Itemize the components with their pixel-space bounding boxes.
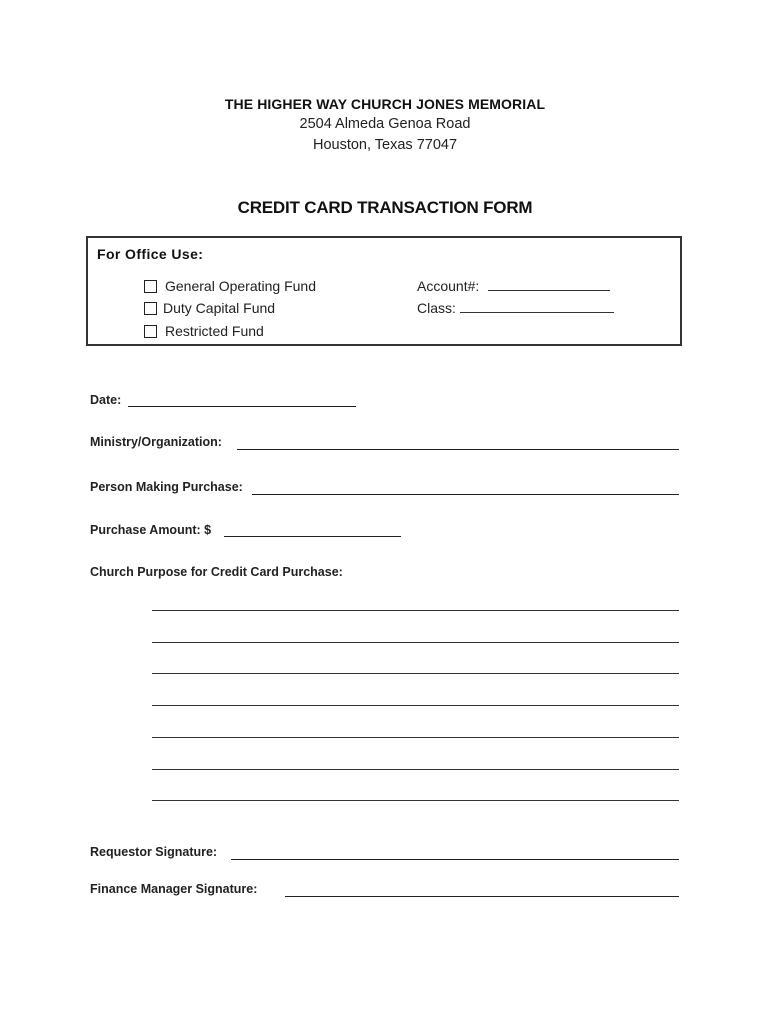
fund-label: General Operating Fund xyxy=(165,278,316,294)
address-line-1: 2504 Almeda Genoa Road xyxy=(299,116,471,132)
fund-option-restricted xyxy=(144,323,264,339)
ministry-label: Ministry/Organization: xyxy=(90,435,222,449)
person-input-line[interactable] xyxy=(252,494,679,495)
purpose-line[interactable] xyxy=(152,705,679,706)
class-label: Class: xyxy=(417,300,456,316)
purpose-line[interactable] xyxy=(152,800,679,801)
finance-signature-line[interactable] xyxy=(285,896,679,897)
requestor-signature-line[interactable] xyxy=(231,859,679,860)
fund-label: Duty Capital Fund xyxy=(163,300,276,316)
account-field xyxy=(417,278,610,294)
date-input-line[interactable] xyxy=(128,406,356,407)
person-label: Person Making Purchase: xyxy=(90,480,243,494)
purpose-line[interactable] xyxy=(152,642,679,643)
finance-signature-label: Finance Manager Signature: xyxy=(90,882,258,896)
fund-option-duty-capital xyxy=(144,300,275,316)
ministry-input-line[interactable] xyxy=(237,449,679,450)
general-operating-fund-checkbox[interactable] xyxy=(144,280,157,293)
date-label: Date: xyxy=(90,393,122,407)
purpose-line[interactable] xyxy=(152,769,679,770)
organization-name: THE HIGHER WAY CHURCH JONES MEMORIAL xyxy=(224,96,546,112)
account-input-line[interactable] xyxy=(488,289,610,291)
fund-option-general-operating xyxy=(144,278,316,294)
class-input-line[interactable] xyxy=(460,311,614,313)
amount-label: Purchase Amount: $ xyxy=(90,523,212,537)
office-use-title: For Office Use: xyxy=(97,246,204,262)
duty-capital-fund-checkbox[interactable] xyxy=(144,302,157,315)
purpose-line[interactable] xyxy=(152,737,679,738)
class-field xyxy=(417,300,614,316)
fund-label: Restricted Fund xyxy=(165,323,264,339)
address-line-2: Houston, Texas 77047 xyxy=(312,137,458,153)
purpose-line[interactable] xyxy=(152,673,679,674)
requestor-signature-label: Requestor Signature: xyxy=(90,845,218,859)
purpose-line[interactable] xyxy=(152,610,679,611)
account-label: Account#: xyxy=(417,278,480,294)
form-title: CREDIT CARD TRANSACTION FORM xyxy=(237,198,533,217)
restricted-fund-checkbox[interactable] xyxy=(144,325,157,338)
office-use-box xyxy=(86,236,682,346)
amount-input-line[interactable] xyxy=(224,536,401,537)
purpose-label: Church Purpose for Credit Card Purchase: xyxy=(90,565,343,579)
